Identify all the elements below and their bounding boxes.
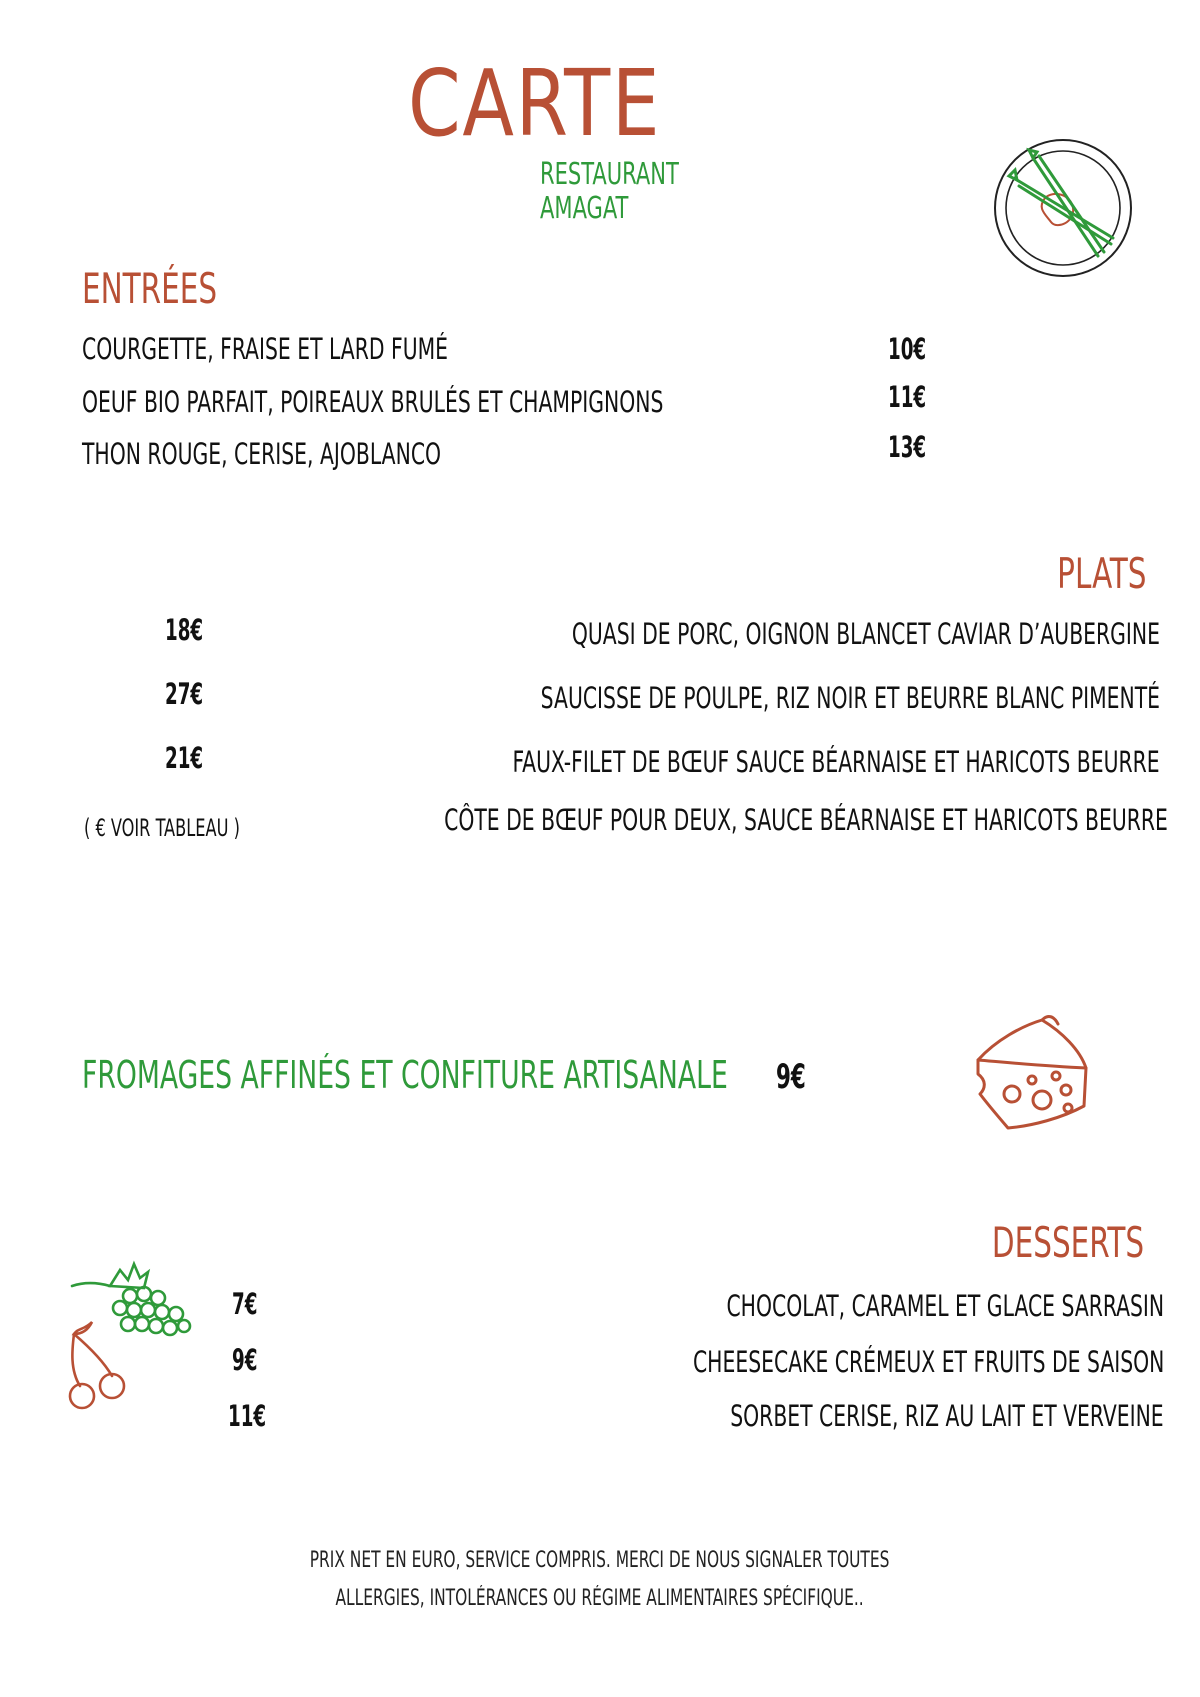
menu-item-price: 27€ xyxy=(165,677,204,711)
menu-item: SAUCISSE DE POULPE, RIZ NOIR ET BEURRE BLANC PIMENTÉ xyxy=(540,681,1160,715)
menu-item: CÔTE DE BŒUF POUR DEUX, SAUCE BÉARNAISE ET HARICOTS BEURRE xyxy=(444,803,1168,837)
footer-note-line2: ALLERGIES, INTOLÉRANCES OU RÉGIME ALIMENTAIRES SPÉCIFIQUE.. xyxy=(335,1586,865,1611)
menu-item-price: ( € VOIR TABLEAU ) xyxy=(84,814,240,842)
menu-item: OEUF BIO PARFAIT, POIREAUX BRULÉS ET CHAMPIGNONS xyxy=(82,385,664,419)
section-heading-desserts: DESSERTS xyxy=(991,1218,1144,1267)
cherries-icon xyxy=(66,1320,136,1412)
menu-item-fromages: FROMAGES AFFINÉS ET CONFITURE ARTISANALE xyxy=(82,1053,728,1097)
section-heading-plats: PLATS xyxy=(1056,549,1146,598)
menu-item-price: 7€ xyxy=(232,1287,258,1321)
restaurant-name: AMAGAT xyxy=(540,191,629,226)
menu-item: CHOCOLAT, CARAMEL ET GLACE SARRASIN xyxy=(726,1289,1164,1323)
menu-item: SORBET CERISE, RIZ AU LAIT ET VERVEINE xyxy=(730,1399,1164,1433)
menu-item: QUASI DE PORC, OIGNON BLANCET CAVIAR D’AUBERGINE xyxy=(571,617,1160,651)
menu-item-price: 11€ xyxy=(888,380,927,414)
menu-item-price: 13€ xyxy=(888,430,927,464)
menu-item: COURGETTE, FRAISE ET LARD FUMÉ xyxy=(82,332,449,366)
menu-item: FAUX-FILET DE BŒUF SAUCE BÉARNAISE ET HARICOTS BEURRE xyxy=(512,745,1160,779)
menu-item: CHEESECAKE CRÉMEUX ET FRUITS DE SAISON xyxy=(692,1345,1164,1379)
menu-item-price: 9€ xyxy=(232,1343,258,1377)
menu-item-price: 18€ xyxy=(165,613,204,647)
restaurant-label: RESTAURANT xyxy=(540,157,679,192)
section-heading-entrees: ENTRÉES xyxy=(82,264,218,313)
menu-item-price: 21€ xyxy=(165,741,204,775)
page-title: CARTE xyxy=(408,50,662,157)
menu-item-price: 10€ xyxy=(888,332,927,366)
cheese-icon xyxy=(972,1010,1092,1134)
menu-item-price: 9€ xyxy=(776,1057,806,1097)
asparagus-plate-icon xyxy=(993,138,1133,278)
menu-item-price: 11€ xyxy=(228,1399,267,1433)
footer-note-line1: PRIX NET EN EURO, SERVICE COMPRIS. MERCI DE NOUS SIGNALER TOUTES xyxy=(310,1548,890,1573)
menu-item: THON ROUGE, CERISE, AJOBLANCO xyxy=(82,437,442,471)
